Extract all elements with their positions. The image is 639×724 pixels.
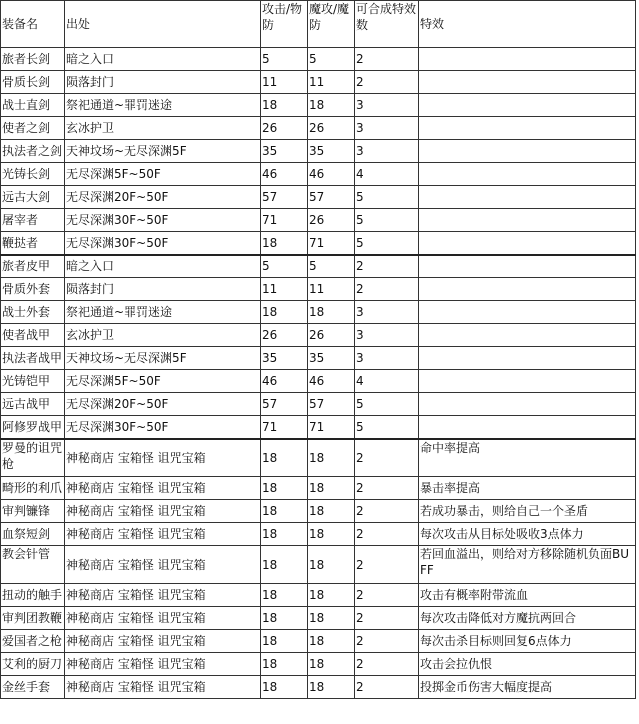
cell-effect-slots: 3 — [355, 324, 419, 347]
cell-effect-slots: 5 — [355, 232, 419, 255]
cell-effect-slots: 2 — [355, 523, 419, 546]
cell-effect-slots: 3 — [355, 140, 419, 163]
table-row — [1, 324, 636, 347]
header-equipment-name: 装备名 — [1, 1, 65, 48]
cell-special-effect — [419, 324, 636, 347]
cell-special-effect: 暴击率提高 — [419, 477, 636, 500]
cell-equipment-name: 扭动的触手 — [1, 584, 65, 607]
cell-source: 祭祀通道~罪罚迷途 — [65, 301, 261, 324]
table-row — [1, 301, 636, 324]
header-attack-physdef: 攻击/物防 — [261, 1, 308, 48]
cell-effect-slots: 2 — [355, 630, 419, 653]
cell-source: 暗之入口 — [65, 48, 261, 71]
cell-effect-slots: 2 — [355, 676, 419, 699]
cell-source: 天神坟场~无尽深渊5F — [65, 140, 261, 163]
cell-special-effect — [419, 71, 636, 94]
cell-magatk-magdef: 26 — [308, 117, 355, 140]
cell-source: 神秘商店 宝箱怪 诅咒宝箱 — [65, 607, 261, 630]
cell-equipment-name: 骨质长剑 — [1, 71, 65, 94]
table-row — [1, 584, 636, 607]
cell-attack-physdef: 18 — [261, 232, 308, 255]
cell-magatk-magdef: 57 — [308, 393, 355, 416]
cell-magatk-magdef: 18 — [308, 523, 355, 546]
cell-source: 神秘商店 宝箱怪 诅咒宝箱 — [65, 653, 261, 676]
cell-effect-slots: 2 — [355, 584, 419, 607]
cell-special-effect: 命中率提高 — [419, 439, 636, 477]
cell-effect-slots: 2 — [355, 278, 419, 301]
cell-magatk-magdef: 71 — [308, 232, 355, 255]
cell-effect-slots: 2 — [355, 439, 419, 477]
table-header — [1, 1, 636, 48]
cell-equipment-name: 远古大剑 — [1, 186, 65, 209]
cell-source: 暗之入口 — [65, 255, 261, 278]
cell-equipment-name: 旅者长剑 — [1, 48, 65, 71]
cell-equipment-name: 使者之剑 — [1, 117, 65, 140]
cell-special-effect — [419, 416, 636, 439]
header-special-effect: 特效 — [419, 1, 636, 48]
table-row — [1, 607, 636, 630]
cell-magatk-magdef: 18 — [308, 94, 355, 117]
table-row — [1, 439, 636, 477]
cell-source: 神秘商店 宝箱怪 诅咒宝箱 — [65, 584, 261, 607]
cell-magatk-magdef: 18 — [308, 477, 355, 500]
cell-magatk-magdef: 5 — [308, 255, 355, 278]
table-row — [1, 209, 636, 232]
cell-effect-slots: 2 — [355, 607, 419, 630]
cell-special-effect: 投掷金币伤害大幅度提高 — [419, 676, 636, 699]
cell-equipment-name: 爱国者之枪 — [1, 630, 65, 653]
cell-equipment-name: 阿修罗战甲 — [1, 416, 65, 439]
cell-attack-physdef: 18 — [261, 439, 308, 477]
cell-special-effect: 攻击会拉仇恨 — [419, 653, 636, 676]
cell-magatk-magdef: 18 — [308, 653, 355, 676]
cell-equipment-name: 战士外套 — [1, 301, 65, 324]
cell-magatk-magdef: 35 — [308, 347, 355, 370]
cell-magatk-magdef: 11 — [308, 278, 355, 301]
table-row — [1, 653, 636, 676]
cell-attack-physdef: 71 — [261, 209, 308, 232]
cell-attack-physdef: 57 — [261, 393, 308, 416]
cell-magatk-magdef: 26 — [308, 324, 355, 347]
table-row — [1, 255, 636, 278]
cell-source: 无尽深渊5F~50F — [65, 163, 261, 186]
cell-attack-physdef: 18 — [261, 523, 308, 546]
table-row — [1, 370, 636, 393]
cell-attack-physdef: 46 — [261, 370, 308, 393]
cell-attack-physdef: 18 — [261, 607, 308, 630]
cell-special-effect — [419, 232, 636, 255]
table-row — [1, 676, 636, 699]
cell-special-effect — [419, 301, 636, 324]
cell-magatk-magdef: 5 — [308, 48, 355, 71]
cell-equipment-name: 旅者皮甲 — [1, 255, 65, 278]
cell-special-effect: 若成功暴击，则给自己一个圣盾 — [419, 500, 636, 523]
cell-equipment-name: 战士直剑 — [1, 94, 65, 117]
cell-equipment-name: 金丝手套 — [1, 676, 65, 699]
cell-attack-physdef: 71 — [261, 416, 308, 439]
cell-magatk-magdef: 18 — [308, 676, 355, 699]
cell-equipment-name: 执法者战甲 — [1, 347, 65, 370]
cell-attack-physdef: 18 — [261, 676, 308, 699]
table-row — [1, 48, 636, 71]
cell-magatk-magdef: 18 — [308, 301, 355, 324]
table-row — [1, 94, 636, 117]
cell-special-effect — [419, 186, 636, 209]
cell-equipment-name: 审判团教鞭 — [1, 607, 65, 630]
cell-effect-slots: 2 — [355, 500, 419, 523]
table-row — [1, 140, 636, 163]
header-magatk-magdef: 魔攻/魔防 — [308, 1, 355, 48]
cell-equipment-name: 骨质外套 — [1, 278, 65, 301]
cell-effect-slots: 5 — [355, 416, 419, 439]
cell-effect-slots: 2 — [355, 477, 419, 500]
cell-attack-physdef: 11 — [261, 278, 308, 301]
table-row — [1, 71, 636, 94]
cell-source: 神秘商店 宝箱怪 诅咒宝箱 — [65, 523, 261, 546]
cell-magatk-magdef: 46 — [308, 163, 355, 186]
cell-special-effect — [419, 370, 636, 393]
cell-attack-physdef: 46 — [261, 163, 308, 186]
cell-attack-physdef: 18 — [261, 584, 308, 607]
table-row — [1, 477, 636, 500]
cell-effect-slots: 5 — [355, 209, 419, 232]
cell-equipment-name: 鞭挞者 — [1, 232, 65, 255]
cell-equipment-name: 血祭短剑 — [1, 523, 65, 546]
cell-attack-physdef: 26 — [261, 324, 308, 347]
cell-special-effect: 每次击杀目标则回复6点体力 — [419, 630, 636, 653]
cell-special-effect — [419, 278, 636, 301]
cell-attack-physdef: 18 — [261, 546, 308, 584]
cell-magatk-magdef: 18 — [308, 584, 355, 607]
cell-source: 无尽深渊20F~50F — [65, 186, 261, 209]
table-row — [1, 347, 636, 370]
cell-attack-physdef: 35 — [261, 347, 308, 370]
cell-source: 祭祀通道~罪罚迷途 — [65, 94, 261, 117]
cell-attack-physdef: 26 — [261, 117, 308, 140]
cell-magatk-magdef: 18 — [308, 607, 355, 630]
cell-equipment-name: 光铸长剑 — [1, 163, 65, 186]
cell-effect-slots: 3 — [355, 94, 419, 117]
cell-effect-slots: 2 — [355, 71, 419, 94]
cell-equipment-name: 审判镰锋 — [1, 500, 65, 523]
cell-source: 无尽深渊30F~50F — [65, 232, 261, 255]
cell-special-effect — [419, 255, 636, 278]
cell-source: 无尽深渊30F~50F — [65, 209, 261, 232]
cell-attack-physdef: 18 — [261, 630, 308, 653]
cell-special-effect: 攻击有概率附带流血 — [419, 584, 636, 607]
cell-attack-physdef: 18 — [261, 653, 308, 676]
table-body — [1, 48, 636, 699]
cell-equipment-name: 屠宰者 — [1, 209, 65, 232]
table-row — [1, 186, 636, 209]
cell-effect-slots: 3 — [355, 117, 419, 140]
cell-source: 神秘商店 宝箱怪 诅咒宝箱 — [65, 477, 261, 500]
table-row — [1, 232, 636, 255]
table-row — [1, 416, 636, 439]
cell-source: 无尽深渊5F~50F — [65, 370, 261, 393]
header-row — [1, 1, 636, 48]
cell-special-effect: 每次攻击从目标处吸收3点体力 — [419, 523, 636, 546]
cell-effect-slots: 5 — [355, 186, 419, 209]
cell-source: 神秘商店 宝箱怪 诅咒宝箱 — [65, 546, 261, 584]
table-row — [1, 393, 636, 416]
cell-effect-slots: 4 — [355, 163, 419, 186]
cell-effect-slots: 5 — [355, 393, 419, 416]
table-row — [1, 630, 636, 653]
cell-magatk-magdef: 71 — [308, 416, 355, 439]
table-row — [1, 117, 636, 140]
cell-attack-physdef: 57 — [261, 186, 308, 209]
cell-magatk-magdef: 35 — [308, 140, 355, 163]
header-effect-slots: 可合成特效数 — [355, 1, 419, 48]
cell-special-effect — [419, 393, 636, 416]
cell-special-effect — [419, 347, 636, 370]
cell-effect-slots: 3 — [355, 347, 419, 370]
cell-magatk-magdef: 11 — [308, 71, 355, 94]
cell-special-effect — [419, 163, 636, 186]
cell-special-effect: 每次攻击降低对方魔抗两回合 — [419, 607, 636, 630]
cell-effect-slots: 2 — [355, 546, 419, 584]
cell-source: 神秘商店 宝箱怪 诅咒宝箱 — [65, 676, 261, 699]
cell-effect-slots: 2 — [355, 653, 419, 676]
cell-attack-physdef: 11 — [261, 71, 308, 94]
cell-source: 陨落封门 — [65, 71, 261, 94]
cell-source: 无尽深渊30F~50F — [65, 416, 261, 439]
cell-equipment-name: 光铸铠甲 — [1, 370, 65, 393]
cell-effect-slots: 3 — [355, 301, 419, 324]
cell-effect-slots: 2 — [355, 255, 419, 278]
table-row — [1, 500, 636, 523]
cell-equipment-name: 罗曼的诅咒枪 — [1, 439, 65, 477]
cell-magatk-magdef: 46 — [308, 370, 355, 393]
cell-effect-slots: 2 — [355, 48, 419, 71]
cell-source: 无尽深渊20F~50F — [65, 393, 261, 416]
cell-equipment-name: 畸形的利爪 — [1, 477, 65, 500]
cell-magatk-magdef: 26 — [308, 209, 355, 232]
cell-source: 天神坟场~无尽深渊5F — [65, 347, 261, 370]
cell-attack-physdef: 18 — [261, 94, 308, 117]
cell-attack-physdef: 18 — [261, 477, 308, 500]
cell-equipment-name: 执法者之剑 — [1, 140, 65, 163]
cell-equipment-name: 教会针管 — [1, 546, 65, 584]
cell-source: 神秘商店 宝箱怪 诅咒宝箱 — [65, 500, 261, 523]
cell-special-effect — [419, 209, 636, 232]
table-row — [1, 523, 636, 546]
cell-source: 玄冰护卫 — [65, 324, 261, 347]
cell-source: 神秘商店 宝箱怪 诅咒宝箱 — [65, 439, 261, 477]
cell-special-effect — [419, 94, 636, 117]
cell-attack-physdef: 18 — [261, 500, 308, 523]
cell-source: 陨落封门 — [65, 278, 261, 301]
cell-attack-physdef: 18 — [261, 301, 308, 324]
cell-special-effect — [419, 48, 636, 71]
cell-equipment-name: 远古战甲 — [1, 393, 65, 416]
header-source: 出处 — [65, 1, 261, 48]
table-row — [1, 278, 636, 301]
cell-equipment-name: 艾利的厨刀 — [1, 653, 65, 676]
cell-source: 玄冰护卫 — [65, 117, 261, 140]
table-row — [1, 163, 636, 186]
cell-magatk-magdef: 18 — [308, 500, 355, 523]
table-row — [1, 546, 636, 584]
cell-magatk-magdef: 57 — [308, 186, 355, 209]
cell-effect-slots: 4 — [355, 370, 419, 393]
cell-special-effect — [419, 140, 636, 163]
cell-attack-physdef: 5 — [261, 48, 308, 71]
cell-attack-physdef: 35 — [261, 140, 308, 163]
cell-equipment-name: 使者战甲 — [1, 324, 65, 347]
cell-magatk-magdef: 18 — [308, 439, 355, 477]
cell-source: 神秘商店 宝箱怪 诅咒宝箱 — [65, 630, 261, 653]
cell-special-effect — [419, 117, 636, 140]
cell-attack-physdef: 5 — [261, 255, 308, 278]
cell-special-effect: 若回血溢出，则给对方移除随机负面BUFF — [419, 546, 636, 584]
cell-magatk-magdef: 18 — [308, 630, 355, 653]
cell-magatk-magdef: 18 — [308, 546, 355, 584]
